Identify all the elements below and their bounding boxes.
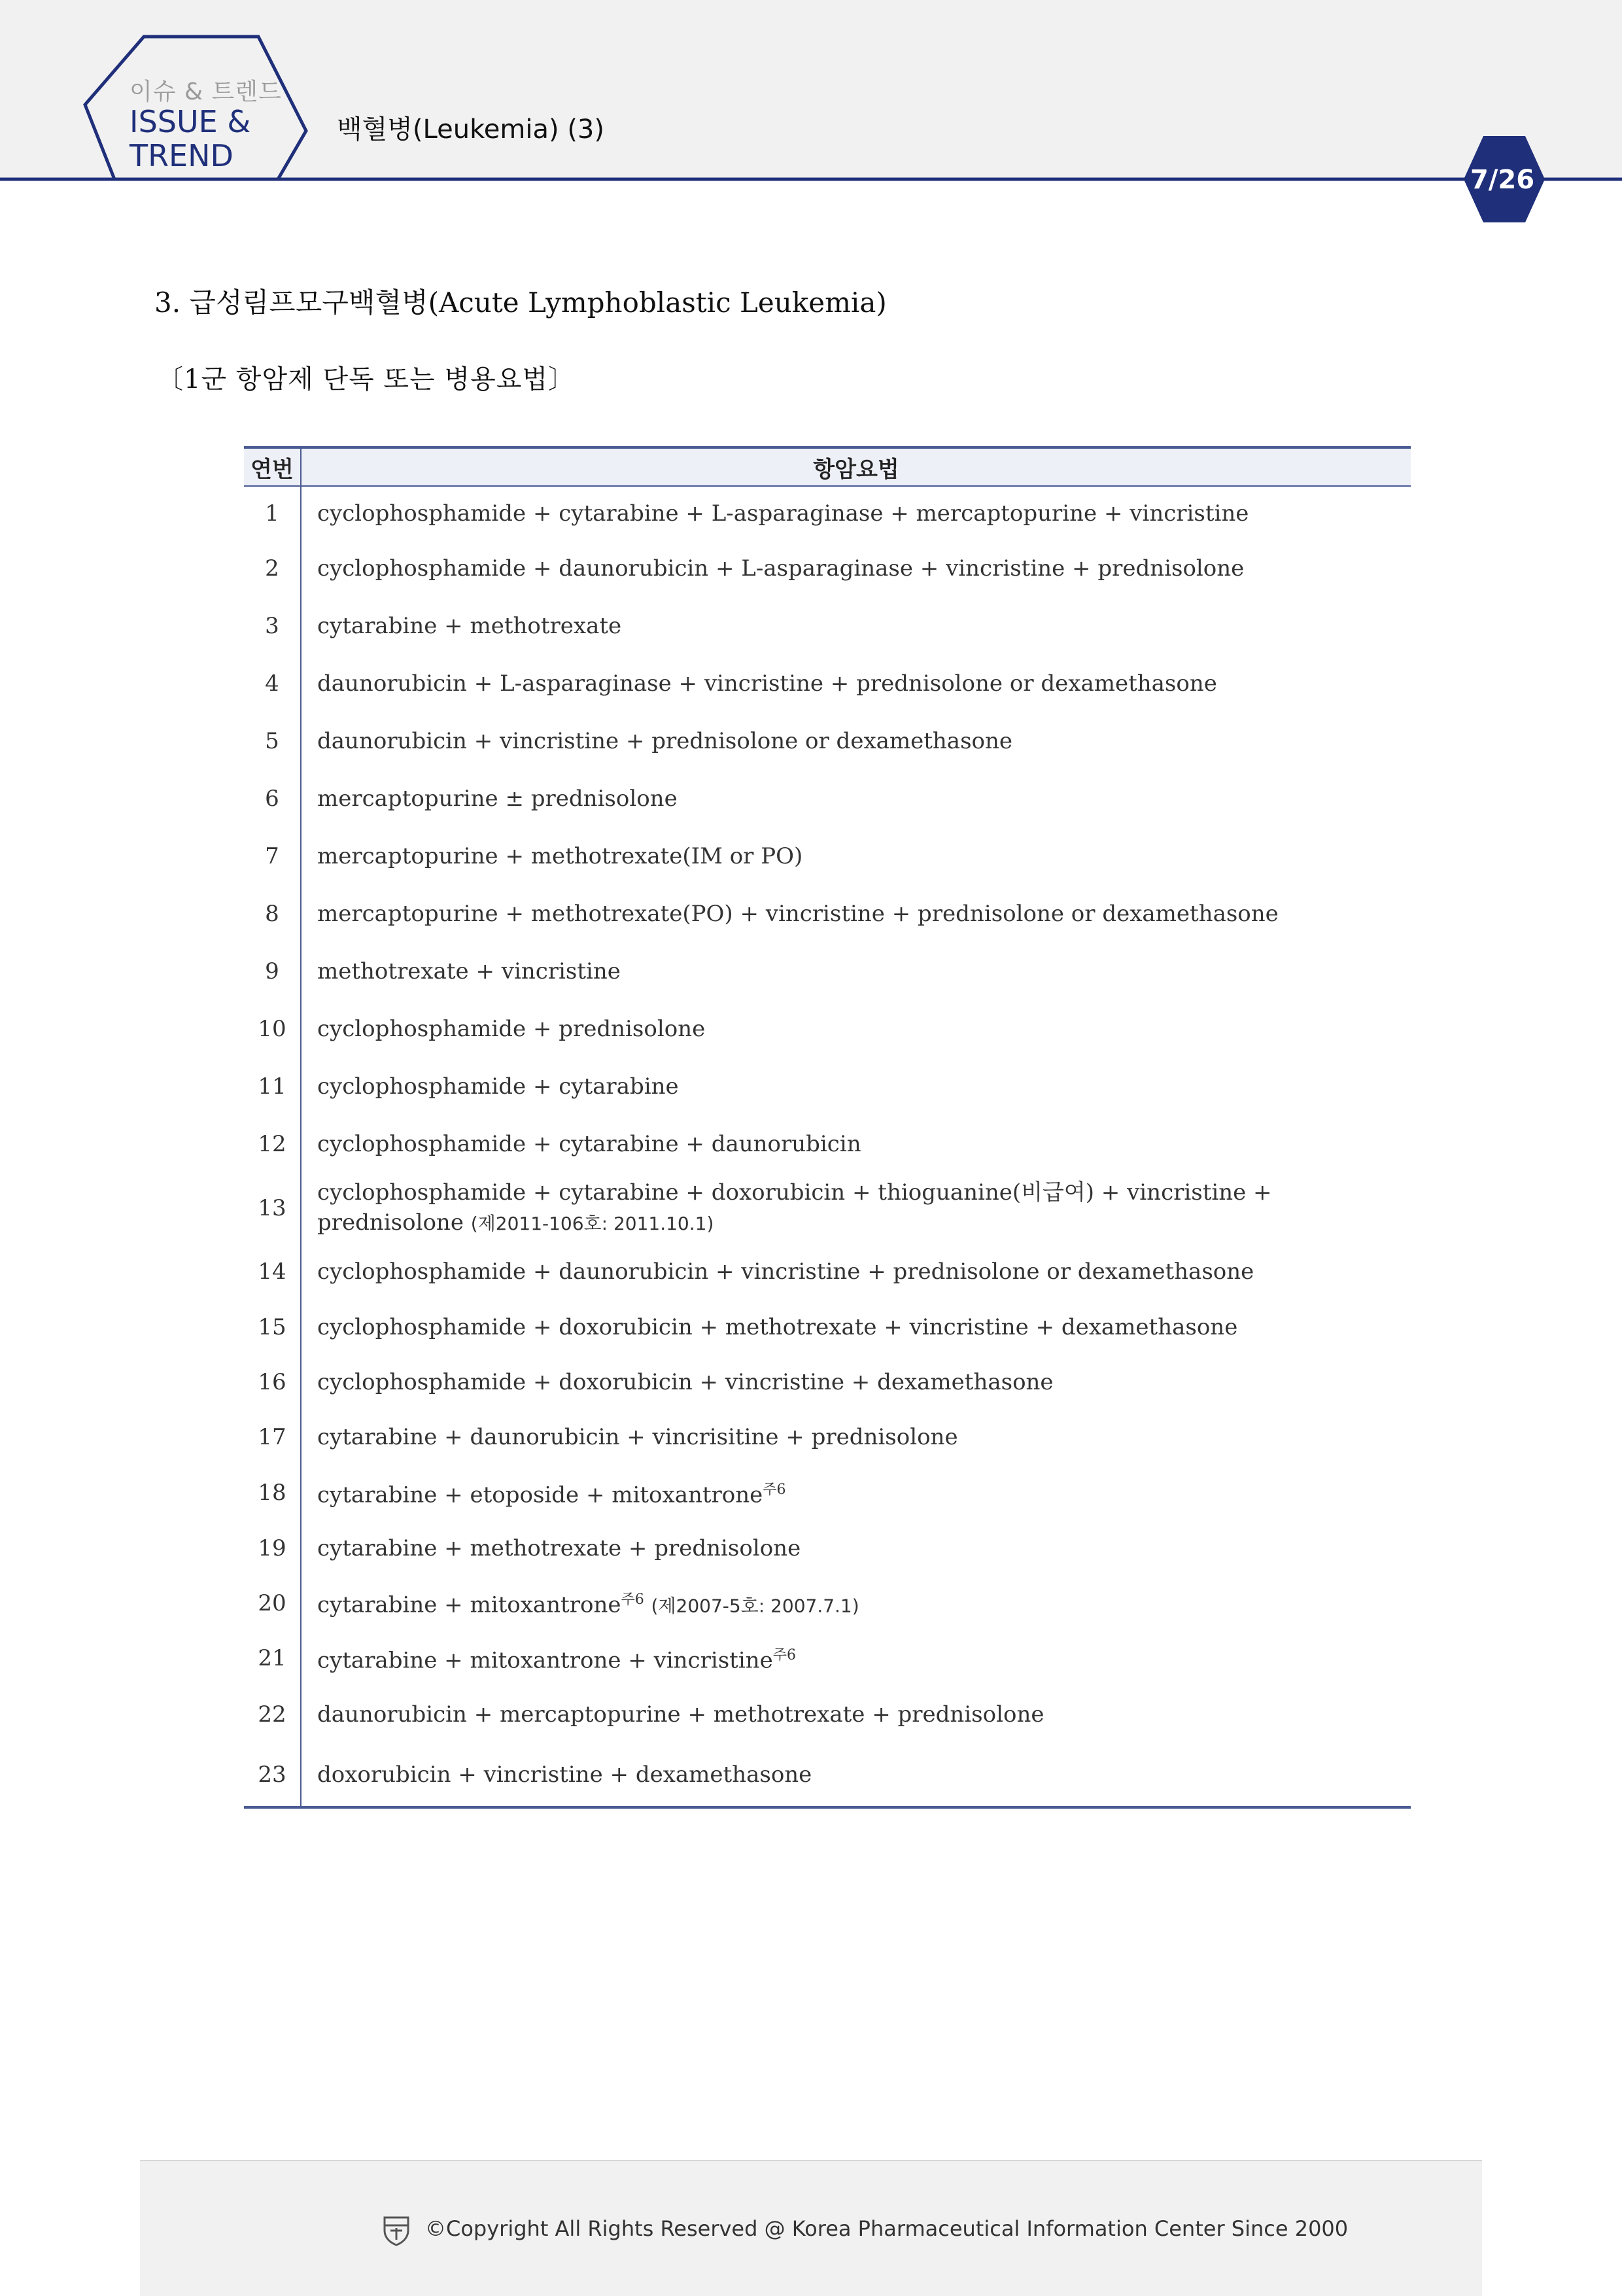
table-row <box>244 1355 1411 1410</box>
table-row <box>244 1686 1411 1743</box>
row-number: 17 <box>244 1410 301 1465</box>
table-row <box>244 770 1411 827</box>
table-row <box>244 655 1411 712</box>
row-number: 7 <box>244 827 301 885</box>
row-number: 23 <box>244 1743 301 1807</box>
regimen-text: cyclophosphamide + doxorubicin + methotrexate + vincristine + dexamethasone <box>317 1314 1238 1340</box>
row-number: 4 <box>244 655 301 712</box>
regimen-cell <box>301 597 1411 655</box>
regimen-cell <box>301 1173 1411 1244</box>
regimen-text: daunorubicin + mercaptopurine + methotrexate + prednisolone <box>317 1701 1044 1728</box>
table-row <box>244 1244 1411 1300</box>
table-row <box>244 712 1411 770</box>
regimen-cell <box>301 1000 1411 1058</box>
footnote-marker: 주6 <box>763 1482 786 1499</box>
row-number: 3 <box>244 597 301 655</box>
page-footer <box>140 2160 1482 2296</box>
row-number: 20 <box>244 1576 301 1631</box>
header-regimen: 항암요법 <box>301 447 1411 486</box>
regimen-text: cytarabine + mitoxantrone + vincristine <box>317 1647 773 1674</box>
regimen-text-continued: prednisolone <box>317 1209 464 1236</box>
table-row <box>244 1173 1411 1244</box>
section-title: 3. 급성림프모구백혈병(Acute Lymphoblastic Leukemia) <box>154 287 887 319</box>
regimen-cell <box>301 827 1411 885</box>
regimen-text: cytarabine + methotrexate <box>317 613 622 639</box>
regimen-note: (제2007-5호: 2007.7.1) <box>651 1595 859 1617</box>
regimen-text: cytarabine + methotrexate + prednisolone <box>317 1535 801 1561</box>
row-number: 8 <box>244 885 301 943</box>
row-number: 11 <box>244 1058 301 1115</box>
regimen-cell <box>301 712 1411 770</box>
table-row <box>244 885 1411 943</box>
regimen-text: mercaptopurine ± prednisolone <box>317 786 678 812</box>
table-row <box>244 1521 1411 1576</box>
footnote-marker: 주6 <box>621 1592 644 1609</box>
regimen-cell <box>301 1743 1411 1807</box>
regimen-text: doxorubicin + vincristine + dexamethasone <box>317 1762 812 1788</box>
table-row <box>244 540 1411 597</box>
regimen-cell <box>301 1355 1411 1410</box>
table-header-row <box>244 447 1411 486</box>
section-subtitle: 〔1군 항암제 단독 또는 병용요법〕 <box>157 364 575 394</box>
regimen-text: cyclophosphamide + doxorubicin + vincristine + dexamethasone <box>317 1369 1054 1395</box>
table-row <box>244 1743 1411 1807</box>
row-number: 15 <box>244 1300 301 1355</box>
regimen-cell <box>301 1058 1411 1115</box>
regimen-cell <box>301 770 1411 827</box>
row-number: 1 <box>244 486 301 540</box>
header-title: 백혈병(Leukemia) (3) <box>337 114 604 145</box>
regimen-cell <box>301 1631 1411 1686</box>
table-row <box>244 1410 1411 1465</box>
table-row <box>244 1576 1411 1631</box>
table-row <box>244 1300 1411 1355</box>
row-number: 14 <box>244 1244 301 1300</box>
row-number: 12 <box>244 1115 301 1173</box>
row-number: 2 <box>244 540 301 597</box>
row-number: 10 <box>244 1000 301 1058</box>
header-num: 연번 <box>244 447 301 486</box>
footnote-marker: 주6 <box>772 1647 796 1664</box>
regimen-note: (제2011-106호: 2011.10.1) <box>470 1213 714 1234</box>
table-row <box>244 827 1411 885</box>
row-number: 16 <box>244 1355 301 1410</box>
copyright-text: ©Copyright All Rights Reserved @ Korea Pharmaceutical Information Center Since 2000 <box>425 2216 1349 2241</box>
regimen-table <box>244 446 1411 1809</box>
row-number: 6 <box>244 770 301 827</box>
regimen-cell <box>301 885 1411 943</box>
regimen-text: cytarabine + mitoxantrone <box>317 1592 621 1618</box>
table-row <box>244 1000 1411 1058</box>
regimen-cell <box>301 540 1411 597</box>
badge-issue-label: ISSUE & <box>129 104 251 139</box>
regimen-cell <box>301 1686 1411 1743</box>
row-number: 21 <box>244 1631 301 1686</box>
regimen-cell <box>301 1521 1411 1576</box>
table-row <box>244 597 1411 655</box>
regimen-cell <box>301 1410 1411 1465</box>
table-row <box>244 943 1411 1000</box>
table-row <box>244 1631 1411 1686</box>
regimen-text: daunorubicin + L-asparaginase + vincristine + prednisolone or dexamethasone <box>317 670 1217 697</box>
regimen-cell <box>301 1300 1411 1355</box>
badge-korean-label: 이슈 & 트렌드 <box>129 78 282 105</box>
regimen-text: cyclophosphamide + cytarabine + L-asparaginase + mercaptopurine + vincristine <box>317 500 1249 527</box>
table-row <box>244 486 1411 540</box>
regimen-text: cytarabine + etoposide + mitoxantrone <box>317 1482 763 1508</box>
regimen-text: cytarabine + daunorubicin + vincrisitine + prednisolone <box>317 1424 958 1450</box>
regimen-cell <box>301 1244 1411 1300</box>
table-body <box>244 486 1411 1807</box>
regimen-cell <box>301 1576 1411 1631</box>
page-number: 7/26 <box>1470 165 1535 195</box>
regimen-text: cyclophosphamide + prednisolone <box>317 1016 706 1042</box>
badge-trend-label: TREND <box>129 138 233 173</box>
regimen-text: methotrexate + vincristine <box>317 958 621 984</box>
regimen-cell <box>301 486 1411 540</box>
row-number: 18 <box>244 1465 301 1521</box>
regimen-text: cyclophosphamide + cytarabine + doxorubicin + thioguanine(비급여) + vincristine + <box>317 1179 1272 1206</box>
regimen-text: mercaptopurine + methotrexate(IM or PO) <box>317 843 803 869</box>
row-number: 19 <box>244 1521 301 1576</box>
table-row <box>244 1058 1411 1115</box>
row-number: 22 <box>244 1686 301 1743</box>
table-row <box>244 1465 1411 1521</box>
row-number: 9 <box>244 943 301 1000</box>
regimen-text: mercaptopurine + methotrexate(PO) + vincristine + prednisolone or dexamethasone <box>317 901 1279 927</box>
page-header <box>0 0 1622 195</box>
regimen-cell <box>301 1465 1411 1521</box>
regimen-text: cyclophosphamide + cytarabine + daunorubicin <box>317 1131 861 1157</box>
regimen-text: cyclophosphamide + cytarabine <box>317 1073 679 1100</box>
regimen-cell <box>301 943 1411 1000</box>
regimen-text: daunorubicin + vincristine + prednisolone or dexamethasone <box>317 728 1013 754</box>
shield-logo-icon <box>382 2215 411 2246</box>
regimen-cell <box>301 655 1411 712</box>
regimen-cell <box>301 1115 1411 1173</box>
table-row <box>244 1115 1411 1173</box>
row-number: 5 <box>244 712 301 770</box>
row-number: 13 <box>244 1173 301 1244</box>
regimen-text: cyclophosphamide + daunorubicin + vincristine + prednisolone or dexamethasone <box>317 1259 1254 1285</box>
regimen-text: cyclophosphamide + daunorubicin + L-asparaginase + vincristine + prednisolone <box>317 555 1245 582</box>
